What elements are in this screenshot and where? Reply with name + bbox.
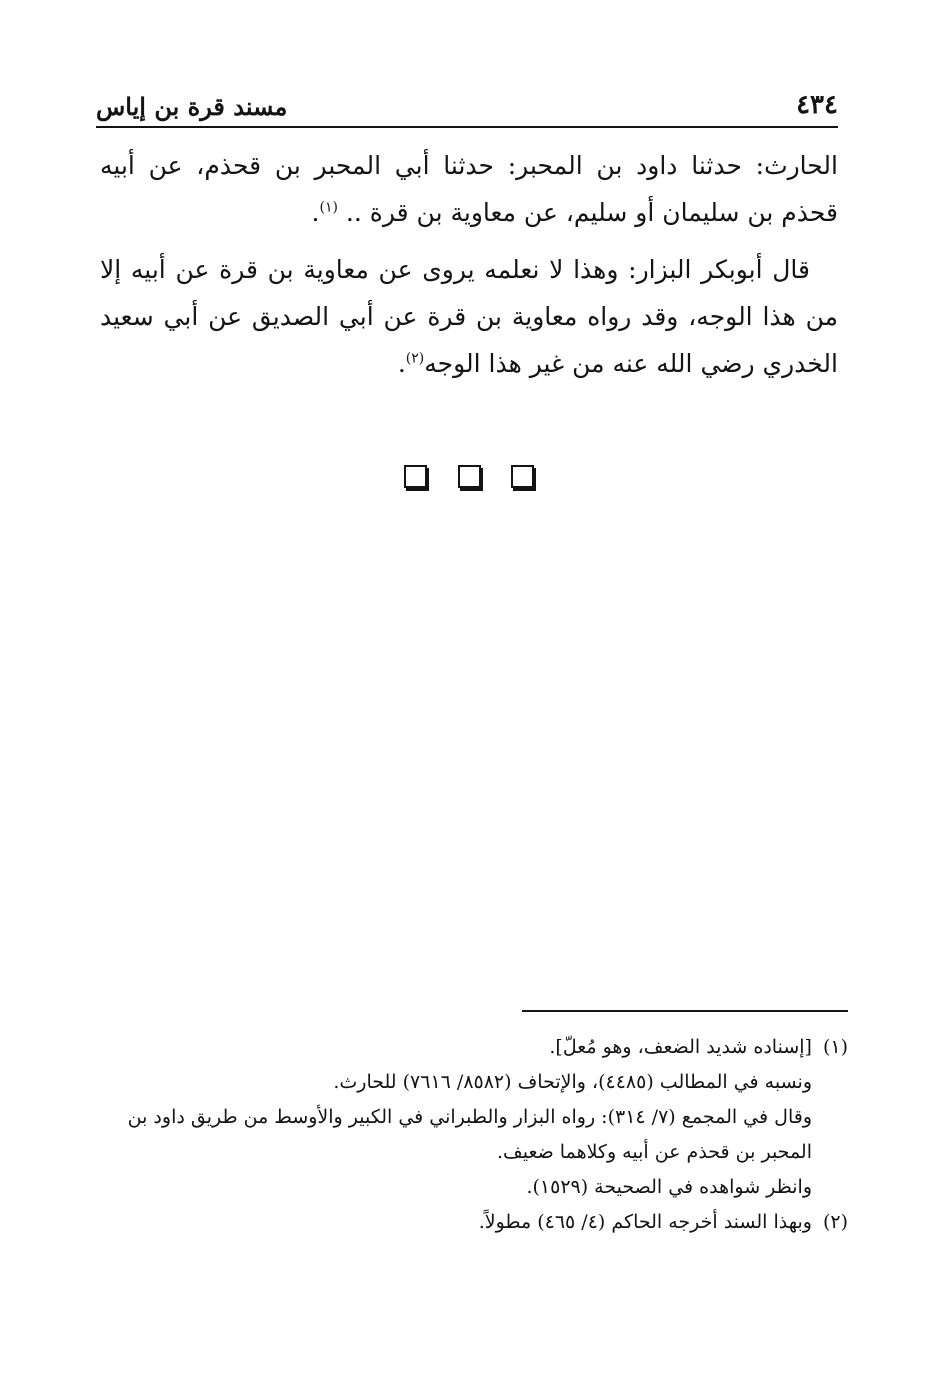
page-number: ٤٣٤ (796, 90, 838, 120)
footnote-1-line-4: وانظر شواهده في الصحيحة (١٥٢٩). (526, 1176, 812, 1198)
footnote-2-number: (٢) (822, 1211, 848, 1233)
paragraph-1 (100, 142, 838, 236)
footnote-1-line-2: ونسبه في المطالب (٤٤٨٥)، والإتحاف (٨٥٨٢/ ٧٦١٦) للحارث. (333, 1071, 812, 1093)
footnote-1 (110, 1030, 848, 1065)
separator-box-icon (458, 465, 481, 488)
paragraph-1-text: الحارث: حدثنا داود بن المحبر: حدثنا أبي المحبر بن قحذم، عن أبيه قحذم بن سليمان أو سليم، عن معاوية بن قرة .. (100, 151, 838, 227)
footnote-ref-2[interactable]: (٢) (405, 350, 425, 367)
footnote-rule (522, 1010, 848, 1012)
footnote-2 (110, 1205, 848, 1240)
separator-box-icon (404, 465, 427, 488)
separator-box-icon (511, 465, 534, 488)
footnotes (110, 1030, 848, 1240)
footnote-1-line-1: [إسناده شديد الضعف، وهو مُعلّ]. (549, 1036, 812, 1058)
footnote-1-number: (١) (822, 1036, 848, 1058)
paragraph-2-end: . (397, 349, 406, 378)
footnote-1-line-3: وقال في المجمع (٧/ ٣١٤): رواه البزار والطبراني في الكبير والأوسط من طريق داود بن المحبر بن قحذم عن أبيه وكلاهما ضعيف. (127, 1106, 812, 1163)
paragraph-2-text: قال أبوبكر البزار: وهذا لا نعلمه يروى عن معاوية بن قرة عن أبيه إلا من هذا الوجه، وقد رواه معاوية بن قرة عن أبي الصديق عن أبي سعيد الخدري رضي الله عنه من غير هذا الوجه (100, 255, 838, 378)
paragraph-2 (100, 246, 838, 387)
main-text (100, 142, 838, 397)
header-rule (96, 126, 838, 128)
footnote-2-line-1: وبهذا السند أخرجه الحاكم (٤/ ٤٦٥) مطولاً. (478, 1211, 812, 1233)
paragraph-1-end: . (311, 198, 320, 227)
section-separator (404, 465, 534, 495)
footnote-ref-1[interactable]: (١) (319, 199, 338, 216)
running-title: مسند قرة بن إياس (96, 92, 288, 121)
page-header (96, 90, 838, 124)
